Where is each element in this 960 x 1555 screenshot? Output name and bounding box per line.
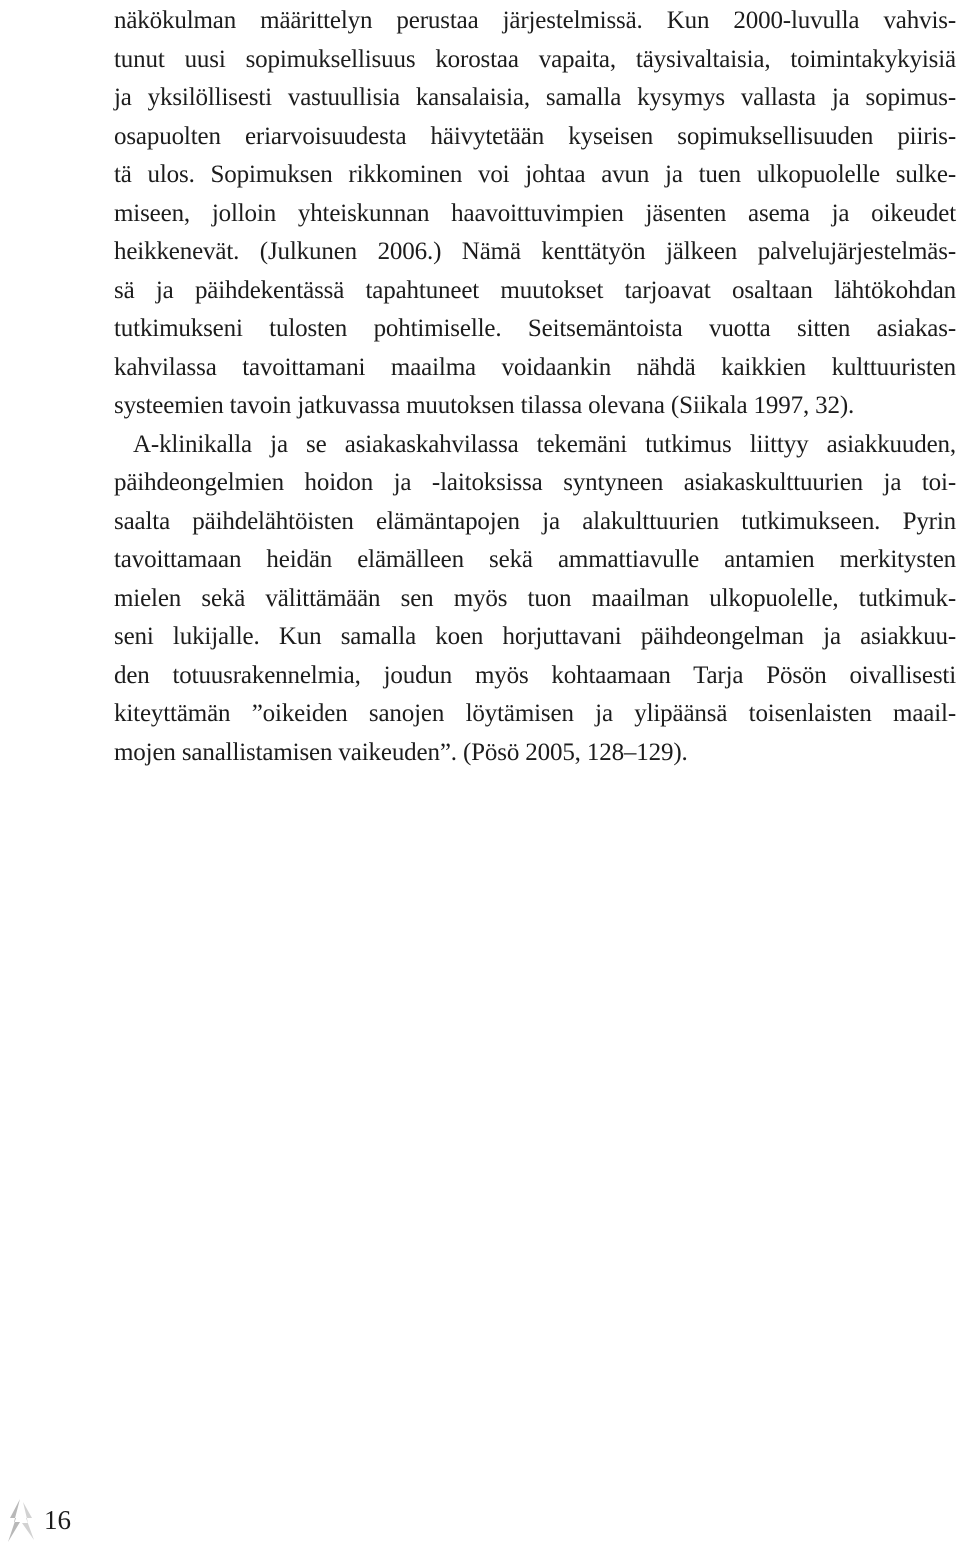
text-line-4: osapuolten eriarvoisuudesta häivytetään kyseisen sopimuksellisuuden piiris- [114, 122, 956, 150]
text-line-10: kahvilassa tavoittamani maailma voidaankin nähdä kaikkien kulttuuristen [114, 353, 956, 381]
text-line-12: A-klinikalla ja se asiakaskahvilassa tekemäni tutkimus liittyy asiakkuuden, [133, 430, 956, 458]
text-line-11: systeemien tavoin jatkuvassa muutoksen tilassa olevana (Siikala 1997, 32). [114, 392, 855, 419]
text-line-20: mojen sanallistamisen vaikeuden”. (Pösö 2005, 128–129). [114, 738, 688, 766]
text-line-2: tunut uusi sopimuksellisuus korostaa vapaita, täysivaltaisia, toimintakykyisiä [114, 45, 956, 73]
page-footer [0, 1496, 160, 1546]
text-line-15: tavoittamaan heidän elämälleen sekä ammattiavulle antamien merkitysten [114, 546, 956, 573]
text-line-6: miseen, jolloin yhteiskunnan haavoittuvimpien jäsenten asema ja oikeudet [114, 199, 956, 227]
text-line-9: tutkimukseni tulosten pohtimiselle. Seitsemäntoista vuotta sitten asiakas- [114, 315, 956, 342]
publisher-logo-icon [2, 1496, 38, 1546]
text-line-1: näkökulman määrittelyn perustaa järjestelmissä. Kun 2000-luvulla vahvis- [114, 7, 956, 34]
text-line-13: päihdeongelmien hoidon ja -laitoksissa syntyneen asiakaskulttuurien ja toi- [114, 469, 956, 496]
text-line-5: tä ulos. Sopimuksen rikkominen voi johtaa avun ja tuen ulkopuolelle sulke- [114, 161, 956, 188]
text-line-18: den totuusrakennelmia, joudun myös kohtaamaan Tarja Pösön oivallisesti [114, 661, 956, 689]
text-line-19: kiteyttämän ”oikeiden sanojen löytämisen ja ylipäänsä toisenlaisten maail- [114, 700, 956, 727]
text-line-7: heikkenevät. (Julkunen 2006.) Nämä kenttätyön jälkeen palvelujärjestelmäs- [114, 238, 956, 265]
text-line-14: saalta päihdelähtöisten elämäntapojen ja alakulttuurien tutkimukseen. Pyrin [114, 507, 956, 535]
page-number: 16 [44, 1505, 71, 1535]
text-line-8: sä ja päihdekentässä tapahtuneet muutokset tarjoavat osaltaan lähtökohdan [114, 276, 956, 304]
text-line-3: ja yksilöllisesti vastuullisia kansalaisia, samalla kysymys vallasta ja sopimus- [114, 84, 956, 111]
text-line-16: mielen sekä välittämään sen myös tuon maailman ulkopuolelle, tutkimuk- [114, 584, 956, 612]
text-line-17: seni lukijalle. Kun samalla koen horjuttavani päihdeongelman ja asiakkuu- [114, 623, 956, 650]
body-text [114, 2, 956, 772]
